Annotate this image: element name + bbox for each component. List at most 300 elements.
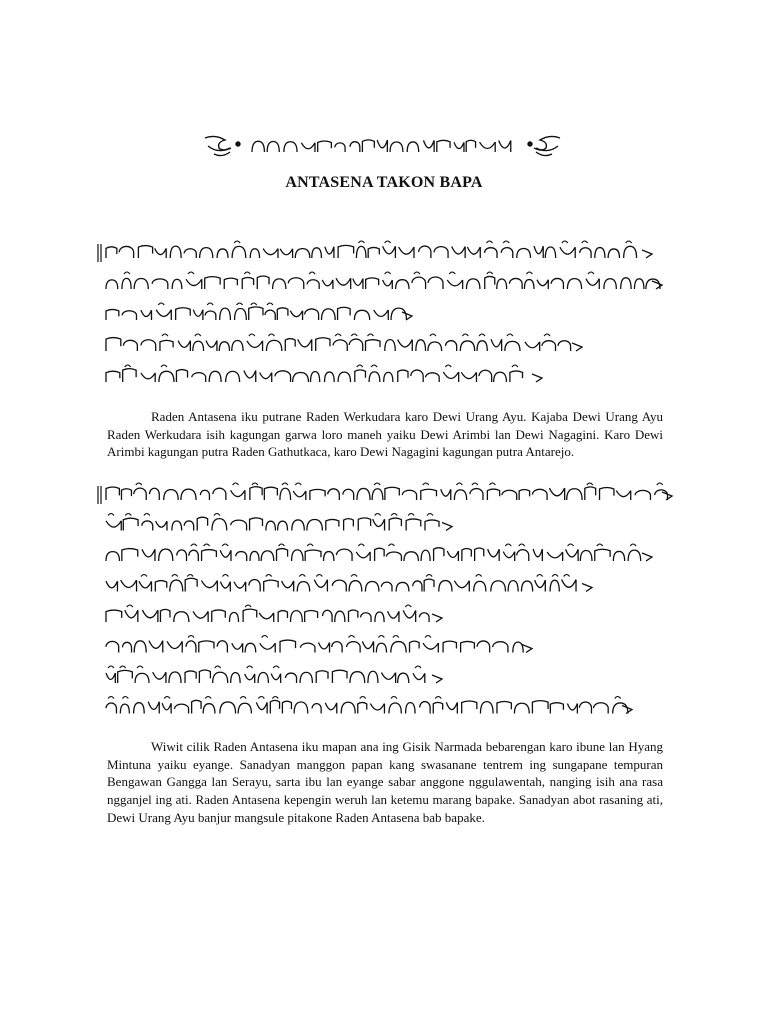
javanese-sandhangan xyxy=(456,483,462,485)
javanese-glyph xyxy=(517,550,529,561)
javanese-glyph xyxy=(205,277,220,289)
javanese-glyph xyxy=(354,310,369,320)
javanese-glyph xyxy=(356,552,370,561)
javanese-glyph xyxy=(628,550,641,561)
javanese-glyph xyxy=(488,549,500,561)
javanese-glyph xyxy=(318,141,332,152)
javanese-glyph xyxy=(314,580,327,592)
javanese-text-block-1 xyxy=(96,240,676,400)
javanese-sandhangan xyxy=(279,544,285,546)
javanese-glyph xyxy=(278,521,288,530)
javanese-glyph xyxy=(505,341,520,351)
javanese-glyph xyxy=(256,702,267,713)
javanese-glyph xyxy=(423,140,434,152)
javanese-glyph xyxy=(238,703,251,713)
javanese-glyph xyxy=(170,246,181,258)
javanese-glyph xyxy=(106,552,119,561)
javanese-glyph xyxy=(178,341,190,351)
javanese-sandhangan xyxy=(526,272,532,274)
javanese-glyph xyxy=(533,549,542,561)
javanese-sandhangan xyxy=(597,544,603,546)
javanese-glyph xyxy=(148,702,159,714)
javanese-glyph xyxy=(324,552,334,561)
javanese-glyph xyxy=(514,703,529,713)
javanese-glyph xyxy=(189,550,198,561)
javanese-glyph xyxy=(265,310,275,320)
javanese-sandhangan xyxy=(388,544,394,546)
javanese-glyph xyxy=(385,487,399,500)
javanese-sandhangan xyxy=(214,514,220,516)
javanese-sandhangan xyxy=(487,241,493,243)
javanese-sandhangan xyxy=(207,303,213,305)
javanese-glyph xyxy=(410,641,420,652)
javanese-sandhangan xyxy=(391,514,397,516)
javanese-glyph xyxy=(406,519,421,531)
javanese-glyph xyxy=(474,581,486,591)
javanese-glyph xyxy=(156,521,167,530)
javanese-sandhangan xyxy=(161,365,167,367)
javanese-glyph xyxy=(383,280,393,289)
javanese-sandhangan xyxy=(385,272,391,274)
javanese-glyph xyxy=(152,279,168,289)
javanese-glyph xyxy=(292,520,304,531)
javanese-glyph xyxy=(305,550,321,561)
javanese-glyph xyxy=(428,277,443,289)
javanese-glyph xyxy=(412,277,426,289)
javanese-glyph xyxy=(141,373,155,382)
javanese-glyph xyxy=(398,370,408,382)
javanese-sandhangan xyxy=(391,697,397,699)
javanese-sandhangan xyxy=(357,365,363,367)
pada-end-mark xyxy=(402,312,412,320)
javanese-glyph xyxy=(106,641,119,652)
javanese-script-lines xyxy=(96,240,676,400)
javanese-glyph xyxy=(160,340,173,351)
javanese-glyph xyxy=(122,311,136,320)
javanese-glyph xyxy=(270,700,279,713)
javanese-glyph xyxy=(424,579,434,591)
javanese-sandhangan xyxy=(519,544,525,546)
javanese-glyph xyxy=(142,521,153,531)
javanese-glyph xyxy=(199,641,214,653)
javanese-glyph xyxy=(231,673,240,683)
javanese-sandhangan xyxy=(427,514,433,516)
javanese-sandhangan xyxy=(657,483,663,485)
javanese-sandhangan xyxy=(564,575,570,577)
javanese-glyph xyxy=(212,519,227,531)
javanese-glyph xyxy=(212,610,226,622)
javanese-sandhangan xyxy=(430,334,436,336)
javanese-glyph xyxy=(445,341,456,351)
javanese-glyph xyxy=(413,673,425,683)
javanese-glyph xyxy=(509,278,522,289)
javanese-glyph xyxy=(341,702,355,713)
javanese-glyph xyxy=(537,280,548,289)
javanese-text-block-2 xyxy=(96,482,676,732)
javanese-glyph xyxy=(336,278,351,289)
javanese-sandhangan xyxy=(244,272,250,274)
javanese-glyph xyxy=(181,489,196,500)
javanese-glyph xyxy=(291,611,303,622)
javanese-sandhangan xyxy=(125,514,131,516)
javanese-glyph xyxy=(307,520,323,531)
javanese-glyph xyxy=(608,249,619,258)
javanese-glyph xyxy=(525,342,540,351)
javanese-glyph xyxy=(295,249,310,258)
pada-end-mark xyxy=(442,523,452,531)
javanese-glyph xyxy=(106,673,115,683)
javanese-sandhangan xyxy=(615,697,621,699)
javanese-glyph xyxy=(349,339,362,351)
javanese-glyph xyxy=(350,142,360,152)
javanese-sandhangan xyxy=(127,605,133,607)
javanese-sandhangan xyxy=(588,272,594,274)
javanese-glyph xyxy=(267,141,279,152)
javanese-glyph xyxy=(263,249,278,258)
javanese-glyph xyxy=(220,702,236,714)
javanese-glyph xyxy=(106,309,119,320)
javanese-line xyxy=(106,334,582,351)
javanese-glyph xyxy=(176,370,187,382)
javanese-sandhangan xyxy=(351,334,357,336)
javanese-glyph xyxy=(333,340,347,351)
javanese-glyph xyxy=(186,641,196,653)
javanese-glyph xyxy=(374,310,389,320)
javanese-glyph xyxy=(521,581,532,591)
javanese-glyph xyxy=(655,490,668,500)
javanese-glyph xyxy=(197,517,207,530)
javanese-glyph xyxy=(580,550,592,561)
javanese-glyph xyxy=(264,580,278,591)
javanese-glyph xyxy=(282,581,294,592)
javanese-glyph xyxy=(203,704,215,714)
javanese-glyph xyxy=(260,372,272,382)
javanese-glyph xyxy=(501,248,513,258)
javanese-sandhangan xyxy=(568,544,574,546)
javanese-glyph xyxy=(172,279,182,289)
javanese-sandhangan xyxy=(426,575,432,577)
javanese-glyph xyxy=(284,142,297,152)
javanese-glyph xyxy=(316,671,328,683)
javanese-glyph xyxy=(399,247,414,258)
javanese-sandhangan xyxy=(267,303,273,305)
javanese-glyph xyxy=(398,340,413,351)
javanese-sandhangan xyxy=(108,666,114,668)
javanese-glyph xyxy=(206,341,217,351)
javanese-glyph xyxy=(567,703,577,713)
javanese-glyph xyxy=(413,581,422,592)
javanese-glyph xyxy=(487,489,499,500)
javanese-sandhangan xyxy=(503,241,509,243)
javanese-glyph xyxy=(377,140,387,152)
javanese-line xyxy=(106,272,662,289)
javanese-glyph xyxy=(338,245,354,258)
javanese-sandhangan xyxy=(247,666,253,668)
javanese-sandhangan xyxy=(385,241,391,243)
javanese-glyph xyxy=(470,489,483,500)
javanese-sandhangan xyxy=(233,483,239,485)
javanese-glyph xyxy=(106,280,118,289)
javanese-glyph xyxy=(579,702,591,713)
javanese-glyph xyxy=(266,521,276,530)
javanese-glyph xyxy=(231,520,247,530)
javanese-glyph xyxy=(293,372,309,382)
javanese-glyph xyxy=(494,372,507,382)
javanese-glyph xyxy=(290,311,302,320)
javanese-glyph xyxy=(106,703,116,714)
javanese-glyph xyxy=(391,642,406,653)
javanese-glyph xyxy=(312,704,321,714)
pada-lingsa-mark xyxy=(98,486,101,504)
javanese-sandhangan xyxy=(562,241,568,243)
javanese-glyph xyxy=(335,143,345,152)
javanese-glyph xyxy=(503,552,514,561)
javanese-glyph xyxy=(383,246,396,258)
javanese-sandhangan xyxy=(299,575,305,577)
paragraph-2 xyxy=(107,738,663,827)
javanese-glyph xyxy=(162,703,171,713)
javanese-glyph xyxy=(184,521,193,531)
javanese-glyph xyxy=(249,307,263,320)
javanese-glyph xyxy=(480,702,493,714)
javanese-sandhangan xyxy=(472,483,478,485)
javanese-glyph xyxy=(634,279,643,289)
javanese-sandhangan xyxy=(415,666,421,668)
javanese-glyph xyxy=(231,490,245,500)
javanese-sandhangan xyxy=(141,575,147,577)
javanese-glyph xyxy=(461,641,475,652)
javanese-glyph xyxy=(551,278,563,289)
javanese-sandhangan xyxy=(137,666,143,668)
javanese-glyph xyxy=(123,518,138,530)
javanese-glyph xyxy=(375,612,384,622)
javanese-glyph xyxy=(467,247,480,258)
javanese-glyph xyxy=(123,369,136,382)
javanese-glyph xyxy=(566,549,579,561)
javanese-glyph xyxy=(244,371,256,382)
javanese-sandhangan xyxy=(358,544,364,546)
page-title: ANTASENA TAKON BAPA xyxy=(285,174,483,191)
javanese-glyph xyxy=(318,642,329,652)
javanese-glyph xyxy=(485,248,498,258)
javanese-glyph xyxy=(402,490,416,500)
javanese-sandhangan xyxy=(505,544,511,546)
javanese-glyph xyxy=(407,142,418,152)
javanese-glyph xyxy=(220,550,231,561)
javanese-glyph xyxy=(366,278,379,289)
javanese-glyph xyxy=(524,280,534,289)
javanese-glyph xyxy=(446,702,457,713)
pada-end-mark xyxy=(532,374,542,382)
javanese-glyph xyxy=(373,519,385,530)
javanese-sandhangan xyxy=(582,241,588,243)
javanese-sandhangan xyxy=(234,241,240,243)
javanese-glyph xyxy=(567,489,582,500)
javanese-glyph xyxy=(535,580,546,591)
javanese-glyph xyxy=(201,581,217,592)
paragraph-1 xyxy=(107,408,663,461)
javanese-glyph xyxy=(338,372,350,382)
javanese-glyph xyxy=(134,279,148,289)
javanese-line xyxy=(106,605,442,622)
pada-end-mark xyxy=(642,553,652,561)
javanese-glyph xyxy=(454,490,466,500)
javanese-glyph xyxy=(122,278,131,289)
javanese-glyph xyxy=(236,552,247,561)
javanese-glyph xyxy=(307,280,319,289)
javanese-glyph xyxy=(439,581,452,592)
javanese-glyph xyxy=(160,609,169,622)
javanese-glyph xyxy=(508,581,518,592)
javanese-glyph xyxy=(594,703,609,714)
javanese-glyph xyxy=(322,280,333,289)
javanese-glyph xyxy=(258,673,268,683)
javanese-glyph xyxy=(134,703,145,714)
javanese-glyph xyxy=(600,488,614,500)
javanese-sandhangan xyxy=(252,483,258,485)
javanese-glyph xyxy=(502,490,517,500)
javanese-glyph xyxy=(174,612,189,622)
javanese-sandhangan xyxy=(414,272,420,274)
javanese-glyph xyxy=(361,613,371,622)
javanese-sandhangan xyxy=(335,334,341,336)
javanese-glyph xyxy=(125,610,138,622)
javanese-glyph xyxy=(322,610,332,622)
javanese-glyph xyxy=(460,341,474,351)
javanese-glyph xyxy=(348,610,357,622)
javanese-sandhangan xyxy=(358,241,364,243)
javanese-glyph xyxy=(390,142,403,152)
javanese-glyph xyxy=(277,308,288,320)
javanese-line xyxy=(106,636,532,653)
javanese-sandhangan xyxy=(626,241,632,243)
javanese-sandhangan xyxy=(268,334,274,336)
javanese-sandhangan xyxy=(144,514,150,516)
javanese-glyph xyxy=(547,552,563,561)
javanese-glyph xyxy=(362,641,373,652)
javanese-sandhangan xyxy=(295,483,301,485)
javanese-glyph xyxy=(368,671,378,683)
javanese-glyph xyxy=(170,580,183,591)
javanese-glyph xyxy=(389,518,401,530)
javanese-glyph xyxy=(155,581,166,592)
javanese-glyph xyxy=(193,341,204,351)
javanese-glyph xyxy=(411,370,423,382)
javanese-glyph xyxy=(278,611,287,622)
javanese-glyph xyxy=(135,673,149,683)
javanese-glyph xyxy=(477,641,490,653)
javanese-sandhangan xyxy=(204,544,210,546)
javanese-glyph xyxy=(234,582,246,592)
javanese-sandhangan xyxy=(316,575,322,577)
javanese-glyph xyxy=(235,308,247,320)
javanese-glyph xyxy=(370,704,384,714)
javanese-glyph xyxy=(365,581,379,591)
javanese-sandhangan xyxy=(309,272,315,274)
javanese-line xyxy=(106,365,542,382)
javanese-glyph xyxy=(532,489,547,500)
javanese-glyph xyxy=(301,143,315,152)
javanese-glyph xyxy=(421,550,430,561)
javanese-sandhangan xyxy=(423,483,429,485)
javanese-glyph xyxy=(558,341,571,351)
javanese-glyph xyxy=(280,640,295,652)
javanese-glyph xyxy=(120,704,129,713)
javanese-glyph xyxy=(454,581,469,592)
javanese-glyph xyxy=(202,550,217,561)
javanese-glyph xyxy=(396,582,409,591)
javanese-glyph xyxy=(134,641,146,653)
javanese-glyph xyxy=(447,280,462,289)
javanese-glyph xyxy=(491,581,506,592)
pada-end-mark xyxy=(582,584,592,592)
paragraph-2-text: Wiwit cilik Raden Antasena iku mapan ana ing Gisik Narmada bebarengan karo ibune lan Hyang Mintuna yaiku eyange. Sanadyan manggon papan kang swasanane tentrem ing sungapane tempuran Bengawan Gangga lan Serayu, sarta ibu lan eyange sabar anggone nggulawentah, nanging isih ana rasa ngganjel ing ati. Raden Antasena kepengin weruh lan ketemu marang bapake. Sanadyan abot rasaning ati, Dewi Urang Ayu banjur mangsule pitakone Raden Antasena bab bapake. xyxy=(107,739,663,825)
pada-lingsa-mark xyxy=(98,244,101,262)
javanese-glyph xyxy=(250,249,259,258)
javanese-glyph xyxy=(245,643,256,652)
javanese-sandhangan xyxy=(479,334,485,336)
javanese-glyph xyxy=(322,309,336,320)
javanese-glyph xyxy=(275,371,291,382)
javanese-glyph xyxy=(106,247,117,258)
javanese-glyph xyxy=(519,489,529,500)
javanese-glyph xyxy=(199,670,210,683)
javanese-glyph xyxy=(466,140,475,152)
javanese-glyph xyxy=(396,280,409,289)
javanese-glyph xyxy=(595,248,605,258)
pada-end-mark xyxy=(432,614,442,622)
javanese-glyph xyxy=(119,246,133,258)
paragraph-1-text: Raden Antasena iku putrane Raden Werkudara karo Dewi Urang Ayu. Kajaba Dewi Urang Ayu Raden Werkudara isih kagungan garwa loro maneh yaiku Dewi Arimbi lan Dewi Nagagini. Karo Dewi Arimbi kagungan putra Raden Gathutkaca, karo Dewi Nagagini kagungan putra Antarejo. xyxy=(107,409,663,460)
javanese-glyph xyxy=(264,487,277,500)
javanese-glyph xyxy=(138,246,152,258)
javanese-glyph xyxy=(358,518,370,531)
javanese-glyph xyxy=(475,548,484,561)
javanese-glyph xyxy=(153,672,166,683)
javanese-sandhangan xyxy=(349,636,355,638)
javanese-glyph xyxy=(159,549,173,561)
javanese-glyph xyxy=(159,371,174,382)
javanese-glyph xyxy=(375,548,385,561)
javanese-glyph xyxy=(122,549,138,561)
javanese-glyph xyxy=(232,340,243,351)
javanese-glyph xyxy=(349,581,362,592)
javanese-glyph xyxy=(141,340,156,351)
javanese-glyph xyxy=(282,701,291,713)
javanese-glyph xyxy=(273,279,286,289)
javanese-glyph xyxy=(106,521,121,531)
javanese-glyph xyxy=(423,643,438,652)
javanese-sandhangan xyxy=(122,697,128,699)
javanese-glyph xyxy=(167,641,182,652)
javanese-glyph xyxy=(285,673,296,683)
javanese-glyph xyxy=(433,702,442,713)
javanese-glyph xyxy=(252,141,264,152)
javanese-sandhangan xyxy=(195,334,201,336)
javanese-glyph xyxy=(350,672,365,683)
javanese-glyph xyxy=(454,142,464,152)
javanese-glyph xyxy=(249,580,260,592)
javanese-line xyxy=(98,241,652,262)
javanese-script-lines xyxy=(96,482,676,732)
javanese-glyph xyxy=(437,140,450,152)
javanese-glyph xyxy=(325,703,336,714)
javanese-sandhangan xyxy=(188,272,194,274)
javanese-glyph xyxy=(298,339,312,351)
javanese-sandhangan xyxy=(191,544,197,546)
javanese-glyph xyxy=(517,248,531,258)
javanese-glyph xyxy=(480,142,496,152)
